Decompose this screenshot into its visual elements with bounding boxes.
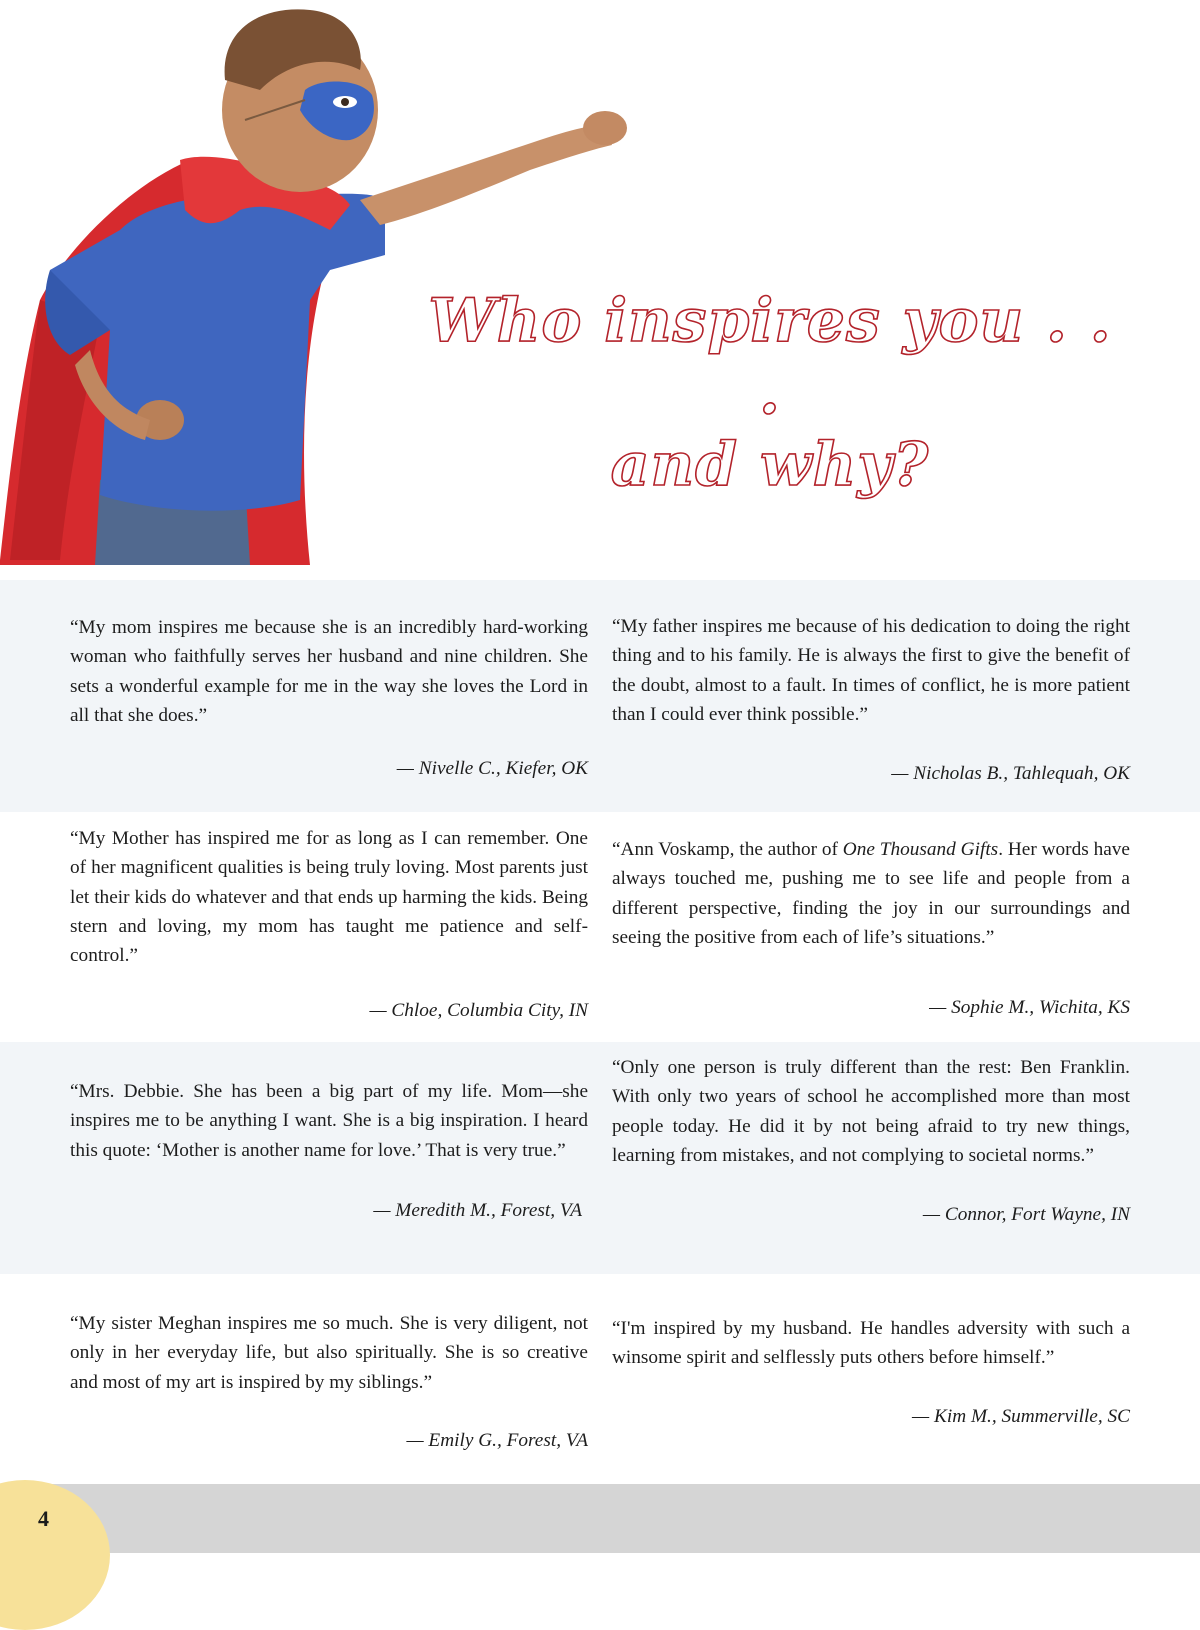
footer-bar (0, 1484, 1200, 1553)
quote-text: “I'm inspired by my husband. He handles adversity with such a winsome spirit and selflessly puts others before himself.” (612, 1318, 1130, 1369)
quote-text: “Mrs. Debbie. She has been a big part of my life. Mom—she inspires me to be anything I want. She is a big inspiration. I heard this quote: ‘Mother is another name for love.’ That is very true.” (70, 1081, 588, 1161)
quote-attribution: — Sophie M., Wichita, KS (929, 997, 1130, 1018)
quote-text-start: “Ann Voskamp, the author of (612, 839, 843, 860)
quote-card (612, 1314, 1130, 1439)
quote-card (70, 1309, 588, 1459)
title-line-1: Who inspires you . . . (428, 286, 1112, 428)
quote-text: “Only one person is truly different than the rest: Ben Franklin. With only two years of school he accomplished more than most people today. He did it by not being afraid to try new things, learning from mistakes, and not complying to societal norms.” (612, 1057, 1130, 1166)
quote-text: “My mom inspires me because she is an incredibly hard-working woman who faithfully serves her husband and nine children. She sets a wonderful example for me in the way she loves the Lord in all that she does.” (70, 617, 588, 726)
quote-card (612, 1053, 1130, 1233)
quote-text: “My Mother has inspired me for as long as I can remember. One of her magnificent qualities is being truly loving. Most parents just let their kids do whatever and that ends up harming the kids. Being stern and loving, my mom has taught me patience and self-control.” (70, 828, 588, 967)
quote-attribution: — Nicholas B., Tahlequah, OK (891, 763, 1130, 784)
quote-card (612, 612, 1130, 792)
page-number: 4 (38, 1506, 49, 1531)
quote-card (70, 824, 588, 1029)
quote-attribution: — Kim M., Summerville, SC (912, 1406, 1130, 1427)
page-title (420, 285, 1120, 501)
quote-attribution: — Meredith M., Forest, VA (373, 1200, 582, 1221)
quote-text: “My sister Meghan inspires me so much. She is very diligent, not only in her everyday life, but also spiritually. She is so creative and most of my art is inspired by my siblings.” (70, 1313, 588, 1393)
quote-text-end: . Her words have always touched me, pushing me to see life and people from a different perspective, finding the joy in our surroundings and seeing the positive from each of life’s situations.” (612, 839, 1130, 948)
quote-attribution: — Chloe, Columbia City, IN (369, 1000, 588, 1021)
quote-text (612, 835, 1130, 952)
quote-card (612, 835, 1130, 1025)
quote-attribution: — Connor, Fort Wayne, IN (922, 1204, 1130, 1225)
book-title: One Thousand Gifts (842, 839, 999, 860)
quote-text: “My father inspires me because of his dedication to doing the right thing and to his family. He is always the first to give the benefit of the doubt, almost to a fault. In times of conflict, he is more patient than I could ever think possible.” (612, 616, 1130, 725)
hero-photo (0, 0, 1200, 580)
quote-card (70, 1077, 588, 1227)
title-line-2: and why? (610, 430, 930, 500)
quote-attribution: — Nivelle C., Kiefer, OK (396, 758, 588, 779)
quote-card (70, 613, 588, 788)
quote-attribution: — Emily G., Forest, VA (406, 1430, 588, 1451)
